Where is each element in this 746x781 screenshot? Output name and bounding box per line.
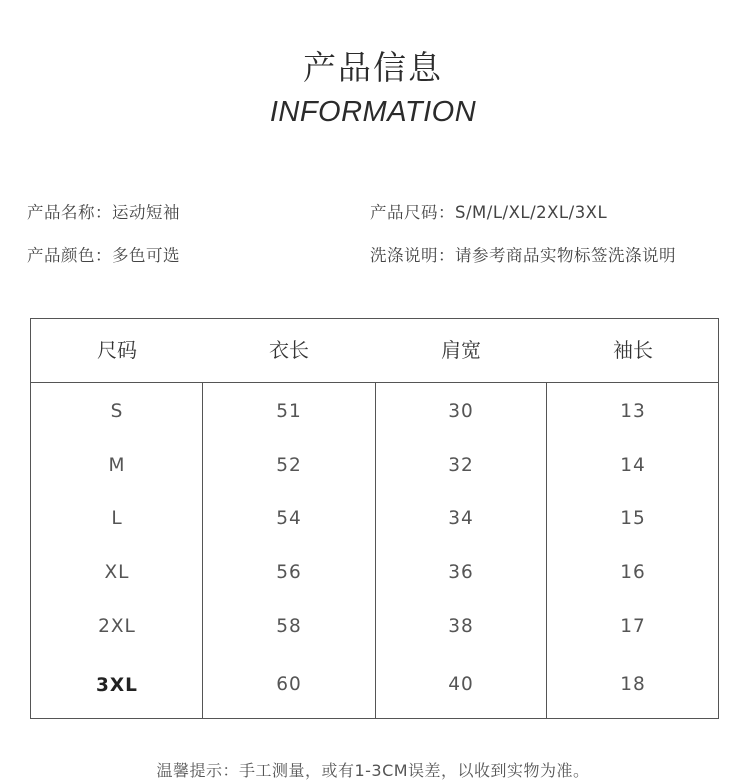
cell-length: 51: [276, 401, 302, 422]
cell-shoulder: 30: [448, 401, 474, 422]
page-subtitle: INFORMATION: [269, 96, 477, 128]
wash-instructions-field: [370, 242, 676, 266]
cell-sleeve: 13: [620, 401, 646, 422]
cell-sleeve: 17: [620, 616, 646, 637]
cell-length: 52: [276, 455, 302, 476]
product-name-value: 运动短袖: [112, 203, 180, 222]
cell-sleeve: 14: [620, 455, 646, 476]
cell-shoulder: 38: [448, 616, 474, 637]
product-name-label: 产品名称：: [27, 203, 112, 222]
size-chart-table: [30, 318, 719, 719]
measurement-note: 温馨提示：手工测量，或有1-3CM误差，以收到实物为准。: [156, 761, 590, 780]
column-divider: [546, 383, 547, 718]
cell-length: 56: [276, 562, 302, 583]
cell-length: 54: [276, 508, 302, 529]
cell-size: M: [108, 455, 126, 476]
product-color-label: 产品颜色：: [27, 246, 112, 265]
cell-size: 3XL: [96, 675, 138, 696]
cell-size: L: [111, 508, 123, 529]
product-name-field: [27, 199, 180, 223]
cell-sleeve: 15: [620, 508, 646, 529]
cell-shoulder: 36: [448, 562, 474, 583]
cell-sleeve: 16: [620, 562, 646, 583]
product-size-label: 产品尺码：: [370, 203, 455, 222]
product-color-field: [27, 242, 180, 266]
column-divider: [202, 383, 203, 718]
cell-length: 58: [276, 616, 302, 637]
cell-shoulder: 32: [448, 455, 474, 476]
column-divider: [375, 383, 376, 718]
page-title: 产品信息: [303, 48, 443, 87]
wash-instructions-label: 洗涤说明：: [370, 246, 455, 265]
product-color-value: 多色可选: [112, 246, 180, 265]
header-size: 尺码: [97, 338, 137, 362]
cell-size: XL: [104, 562, 130, 583]
header-shoulder: 肩宽: [441, 338, 481, 362]
cell-size: 2XL: [98, 616, 136, 637]
cell-length: 60: [276, 674, 302, 695]
product-size-value: S/M/L/XL/2XL/3XL: [455, 203, 608, 222]
cell-sleeve: 18: [620, 674, 646, 695]
table-header-row: [31, 319, 718, 383]
cell-shoulder: 40: [448, 674, 474, 695]
product-size-field: [370, 199, 607, 223]
cell-size: S: [110, 401, 124, 422]
wash-instructions-value: 请参考商品实物标签洗涤说明: [455, 246, 676, 265]
header-sleeve: 袖长: [613, 338, 653, 362]
cell-shoulder: 34: [448, 508, 474, 529]
header-length: 衣长: [269, 338, 309, 362]
